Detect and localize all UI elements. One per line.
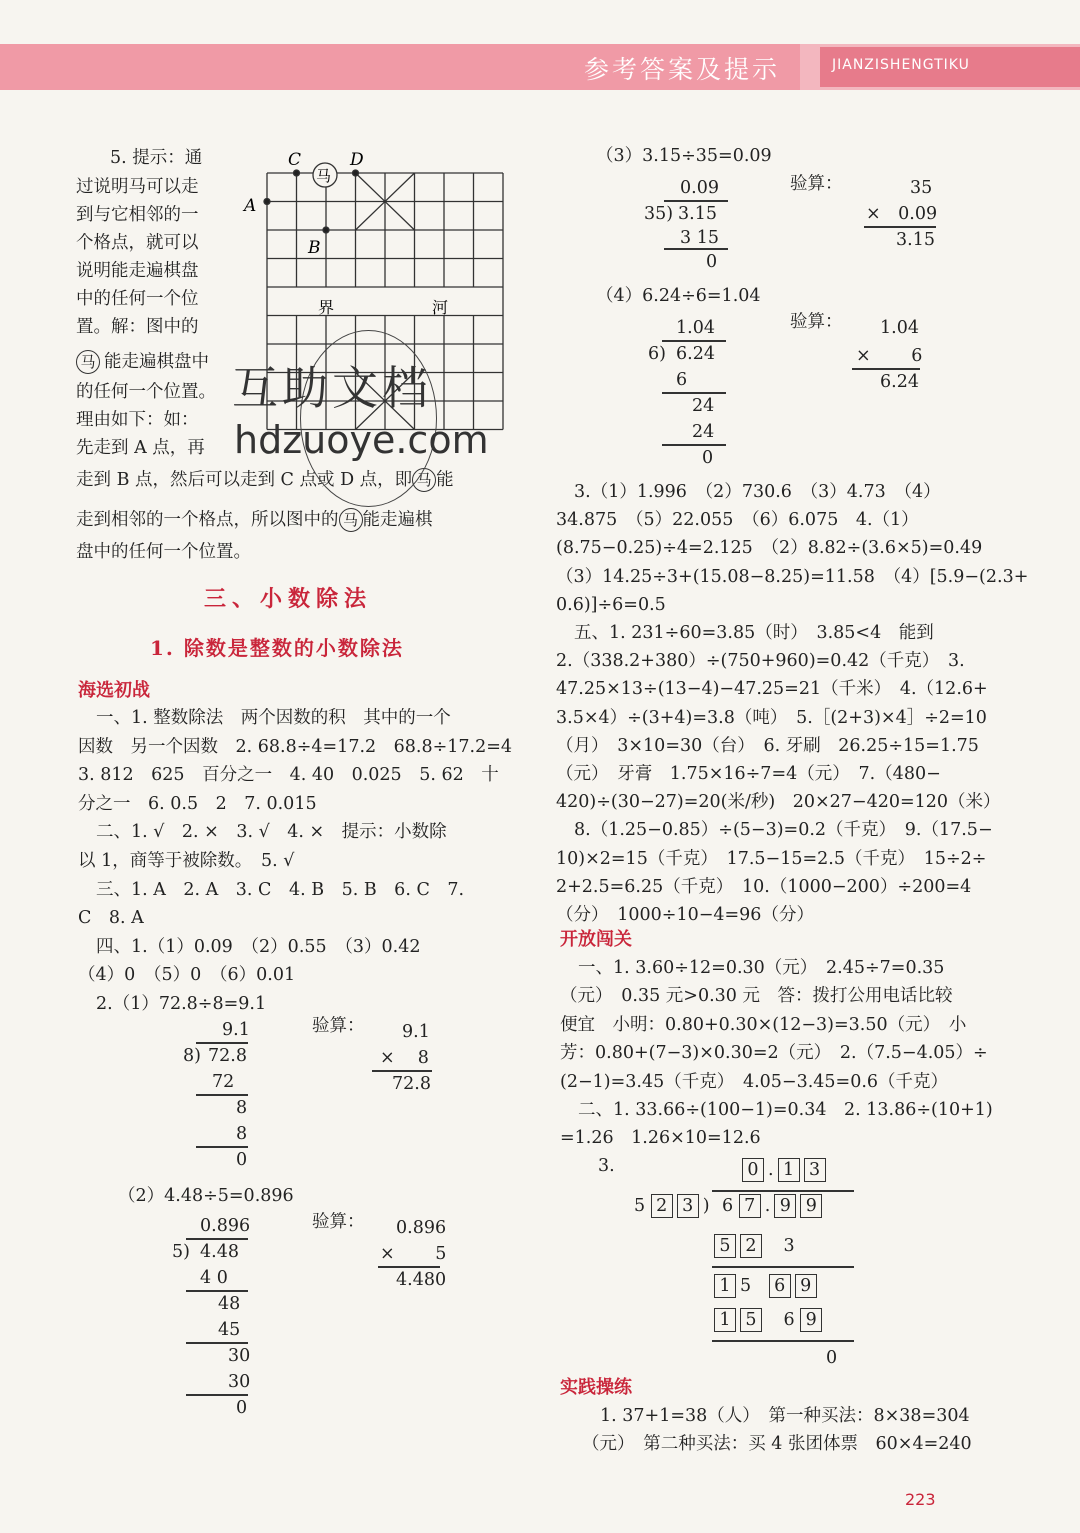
check-label: 验算： [790, 312, 843, 332]
step: 30 [228, 1372, 251, 1392]
problem-3-label: 3. [598, 1156, 615, 1176]
text-line: C 8. A [78, 908, 144, 929]
river-right-label: 河 [432, 298, 449, 317]
hint-5-line: 5. 提示：通 [110, 148, 203, 168]
dividend: 72.8 [208, 1046, 247, 1066]
step: 30 [228, 1346, 251, 1366]
divisor: 35) [644, 204, 674, 224]
step: 24 [692, 396, 715, 416]
problem-3: （3）3.15÷35=0.09 [596, 146, 772, 166]
step: 8 [236, 1098, 248, 1118]
step: 72 [212, 1072, 235, 1092]
rule [664, 248, 728, 250]
watermark-url: hdzuoye.com [234, 418, 489, 462]
point-c-label: C [288, 150, 302, 170]
check-line: × 5 [380, 1244, 447, 1264]
text-line: 8.（1.25−0.85）÷(5−3)=0.2（千克） 9.（17.5− [574, 820, 993, 841]
hint-5-line: 的任何一个位置。 [76, 382, 216, 402]
rule [712, 1266, 854, 1268]
header-tag: JIANZISHENGTIKU [832, 57, 970, 73]
quotient: 0.09 [680, 178, 719, 198]
puzzle-step-1: 5 2 3 [714, 1232, 795, 1260]
text-line: 以 1，商等于被除数。 5. √ [78, 851, 295, 871]
text-line: 2.（1）72.8÷8=9.1 [96, 994, 267, 1014]
text-line: (2−1)=3.45（千克） 4.05−3.45=0.6（千克） [560, 1071, 949, 1092]
quotient: 1.04 [676, 318, 715, 338]
divisor: 8) [183, 1046, 201, 1066]
horse-icon: 马 [339, 508, 363, 532]
dividend: 6.24 [676, 344, 715, 364]
text-line: （3）14.25÷3+(15.08−8.25)=11.58 （4）[5.9−(2.3+ [556, 566, 1029, 587]
hint-5-line: 个格点，就可以 [76, 233, 199, 253]
check-label: 验算： [312, 1212, 365, 1232]
text-line: （分） 1000÷10−4=96（分） [556, 905, 814, 925]
text-line: 便宜 小明：0.80+0.30×(12−3)=3.50（元） 小 [560, 1014, 967, 1035]
hint-5-line-long1: 走到 B 点，然后可以走到 C 点或 D 点，即 马 能 [76, 470, 454, 490]
text-line: 三、1. A 2. A 3. C 4. B 5. B 6. C 7. [96, 879, 465, 900]
puzzle-dividend: 6 7 . 9 9 [722, 1192, 826, 1220]
text-line: 二、1. 33.66÷(100−1)=0.34 2. 13.86÷(10+1) [578, 1100, 993, 1120]
step: 6 [676, 370, 688, 390]
text-line: 3.（1）1.996 （2）730.6 （3）4.73 （4） [574, 482, 941, 502]
step: 0 [236, 1398, 248, 1418]
heading-shijian: 实践操练 [560, 1377, 632, 1398]
step: 45 [218, 1320, 241, 1340]
step: 4 0 [200, 1268, 228, 1288]
text-line: （元） 第二种买法：买 4 张团体票 60×4=240 [582, 1434, 972, 1454]
check-line: 35 [910, 178, 933, 198]
horse-icon: 马 [316, 167, 332, 185]
page-title: 参考答案及提示 [584, 55, 781, 84]
text-line: 芳：0.80+(7−3)×0.30=2（元） 2.（7.5−4.05）÷ [560, 1043, 988, 1064]
hint-5-line: 过说明马可以走 [76, 177, 199, 197]
text-line: 0.6)]÷6=0.5 [556, 594, 666, 615]
hint-5-line: 中的任何一个位 [76, 289, 199, 309]
text-line: 2.（338.2+380）÷(750+960)=0.42（千克） 3. [556, 651, 965, 672]
text-line: 一、1. 整数除法 两个因数的积 其中的一个 [96, 708, 451, 728]
text-line: （元） 牙膏 1.75×16÷7=4（元） 7.（480− [556, 764, 941, 784]
watermark-text: 互助文档 [232, 361, 432, 415]
check-line: × 6 [856, 346, 923, 366]
quotient: 0.896 [200, 1216, 251, 1236]
text-line: （月） 3×10=30（台） 6. 牙刷 26.25÷15=1.75 [556, 735, 979, 756]
divisor: 6) [648, 344, 666, 364]
hint-5-line: 能走遍棋盘中 马 [104, 348, 209, 376]
check-line: 72.8 [392, 1074, 431, 1094]
hint-5-line: 理由如下：如： [76, 410, 199, 430]
check-line: 1.04 [880, 318, 919, 338]
rule [662, 444, 726, 446]
check-line: 4.480 [396, 1270, 447, 1290]
text-line: 因数 另一个因数 2. 68.8÷4=17.2 68.8÷17.2=4 [78, 736, 513, 757]
text-line: 2+2.5=6.25（千克） 10.（1000−200）÷200=4 [556, 876, 972, 897]
check-line: × 0.09 [866, 204, 938, 224]
hint-5-line-long3: 盘中的任何一个位置。 [76, 542, 251, 562]
puzzle-remainder: 0 [826, 1348, 838, 1368]
hint-5-line: 到与它相邻的一 [76, 205, 199, 225]
check-line: 9.1 [402, 1022, 430, 1042]
problem-4: （4）6.24÷6=1.04 [596, 286, 761, 306]
check-line: 0.896 [396, 1218, 447, 1238]
text-line: 四、1.（1）0.09 （2）0.55 （3）0.42 [96, 936, 421, 957]
horse-icon: 马 [412, 468, 436, 492]
point-b-label: B [308, 238, 321, 258]
heading-kaifang: 开放闯关 [560, 929, 632, 950]
page-number: 223 [905, 1490, 936, 1509]
check-line: 6.24 [880, 372, 919, 392]
text-line: (8.75−0.25)÷4=2.125 （2）8.82÷(3.6×5)=0.49 [556, 538, 983, 559]
point-d-label: D [350, 150, 364, 170]
text-line: =1.26 1.26×10=12.6 [560, 1128, 761, 1149]
text-line: 420)÷(30−27)=20(米/秒) 20×27−420=120（米） [556, 792, 1001, 813]
text-line: 1. 37+1=38（人） 第一种买法：8×38=304 [600, 1406, 970, 1426]
river-left-label: 界 [318, 298, 335, 317]
quotient: 9.1 [222, 1020, 250, 1040]
text-line: 3.5×4）÷(3+4)=3.8（吨） 5.［(2+3)×4］÷2=10 [556, 707, 987, 728]
text-line: 34.875 （5）22.055 （6）6.075 4.（1） [556, 510, 919, 531]
text-line: 二、1. √ 2. × 3. √ 4. × 提示：小数除 [96, 822, 447, 843]
problem-2-2: （2）4.48÷5=0.896 [118, 1186, 294, 1206]
step: 0 [236, 1150, 248, 1170]
step: 24 [692, 422, 715, 442]
hint-5-line: 说明能走遍棋盘 [76, 261, 199, 281]
heading-haixuan: 海选初战 [78, 680, 150, 701]
text-line: 10)×2=15（千克） 17.5−15=2.5（千克） 15÷2÷ [556, 848, 987, 869]
step: 3 15 [680, 228, 719, 248]
text-line: （4）0 （5）0 （6）0.01 [78, 965, 296, 986]
step: 48 [218, 1294, 241, 1314]
text-line: 分之一 6. 0.5 2 7. 0.015 [78, 793, 317, 814]
step: 8 [236, 1124, 248, 1144]
hint-5-line: 先走到 A 点，再 [76, 438, 205, 458]
rule [712, 1340, 854, 1342]
divisor: 5) [172, 1242, 190, 1262]
puzzle-step-2: 1 5 6 9 [714, 1272, 821, 1300]
hint-5-line-long2: 走到相邻的一个格点，所以图中的 马 能走遍棋 [76, 510, 433, 530]
text-line: 47.25×13÷(13−4)−47.25=21（千米） 4.（12.6+ [556, 679, 988, 700]
horse-icon: 马 [76, 350, 100, 374]
text-line: 一、1. 3.60÷12=0.30（元） 2.45÷7=0.35 [578, 958, 945, 978]
text-line: （元） 0.35 元>0.30 元 答：拨打公用电话比较 [560, 986, 953, 1007]
puzzle-step-3: 1 5 6 9 [714, 1306, 826, 1334]
dividend: 3.15 [678, 204, 717, 224]
check-line: × 8 [380, 1048, 429, 1068]
check-line: 3.15 [896, 230, 935, 250]
section-title: 三、小数除法 [204, 586, 373, 612]
point-a-label: A [244, 196, 257, 216]
step: 0 [702, 448, 714, 468]
check-label: 验算： [312, 1016, 365, 1036]
text-line: 五、1. 231÷60=3.85（时） 3.85<4 能到 [574, 623, 934, 643]
hint-5-line: 置。解：图中的 [76, 317, 199, 337]
dividend: 4.48 [200, 1242, 239, 1262]
text-line: 3. 812 625 百分之一 4. 40 0.025 5. 62 十 [78, 765, 499, 786]
puzzle-quotient: 0 . 1 3 [742, 1156, 830, 1184]
puzzle-divisor: 5 2 3 ) [634, 1196, 710, 1216]
section-subtitle: 1. 除数是整数的小数除法 [150, 636, 404, 660]
check-label: 验算： [790, 174, 843, 194]
step: 0 [706, 252, 718, 272]
